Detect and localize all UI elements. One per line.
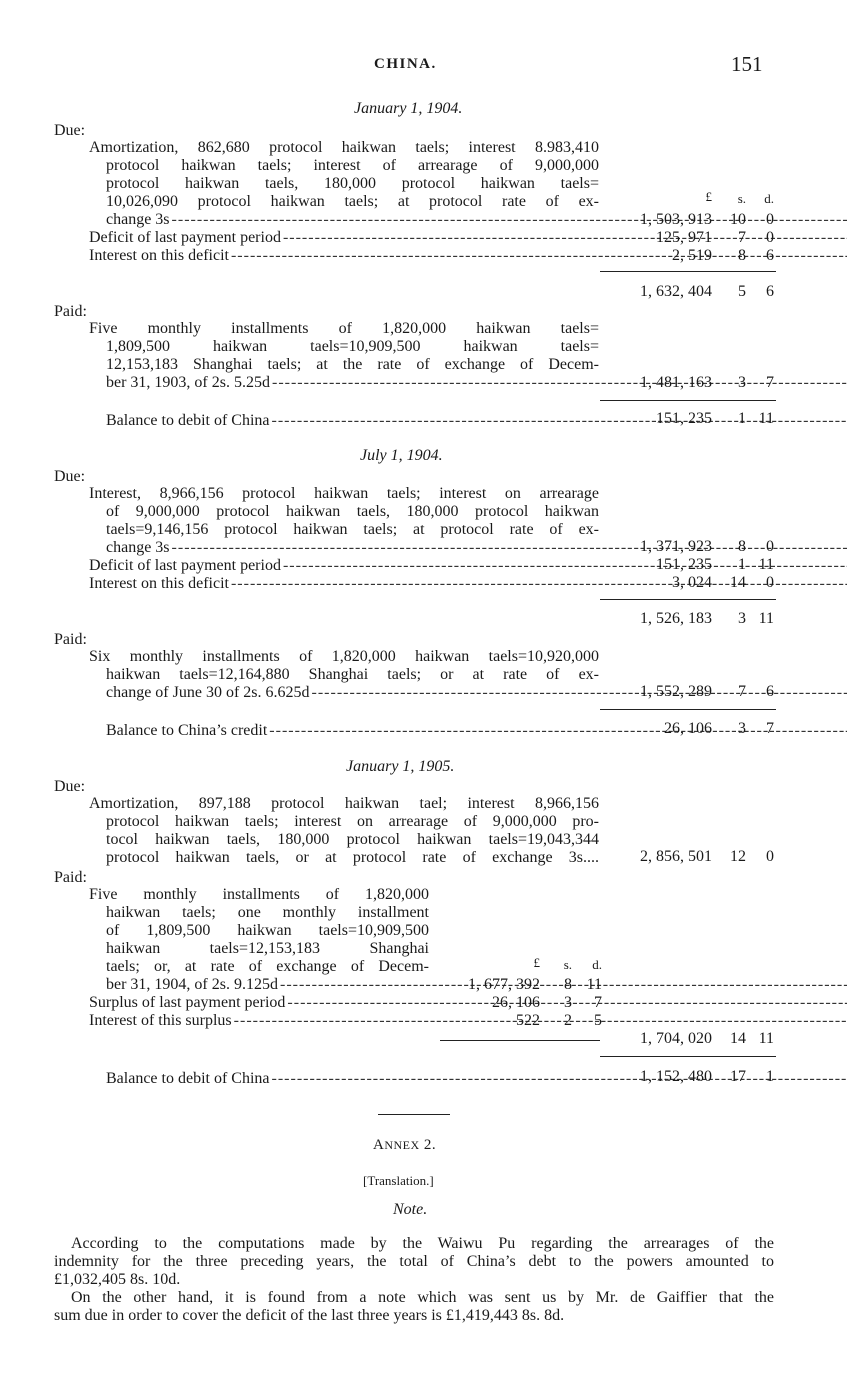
- amount-shillings: 8: [738, 538, 746, 555]
- due-label: Due:: [54, 778, 86, 795]
- amount-pence: 7: [766, 374, 774, 391]
- total-pounds: 1, 632, 404: [640, 283, 712, 300]
- section-date-jan-1904: January 1, 1904.: [354, 100, 463, 117]
- amount-pounds: 26, 106: [492, 994, 540, 1011]
- balance-pounds: 26, 106: [664, 720, 712, 737]
- column-head-shillings: s.: [563, 957, 572, 972]
- amount-pounds: 1, 677, 392: [468, 976, 540, 993]
- total-pence: 11: [758, 1030, 774, 1047]
- paid-description: Five monthly installments of 1,820,000 haikwan taels; one monthly installment of 1,809,500 haikwan taels=10,909,500 haikwan taels=12,153,183 Shanghai taels; or, at rate of exchange of Decem- ber 31, 1904, of 2s. 9.125d ----- Surplus of last payment period ----- Interest of this surplus -----: [89, 886, 429, 1030]
- sum-rule: [440, 1040, 600, 1041]
- amount-shillings: 1: [738, 556, 746, 573]
- total-pounds: 1, 704, 020: [640, 1030, 712, 1047]
- balance-pounds: 151, 235: [656, 410, 712, 427]
- column-head-shillings: s.: [737, 191, 746, 206]
- sum-rule: [600, 400, 776, 401]
- amount-pence: 0: [766, 229, 774, 246]
- total-pounds: 1, 526, 183: [640, 610, 712, 627]
- amount-pence: 0: [766, 211, 774, 228]
- annex-paragraph-1: According to the computations made by the Waiwu Pu regarding the arrearages of the indemnity for the three preceding years, the total of China’s debt to the powers amounted to £1,032,405 8s. 10d.: [54, 1235, 774, 1288]
- amount-pence: 0: [766, 574, 774, 591]
- due-label: Due:: [54, 122, 86, 139]
- amount-pounds: 1, 552, 289: [640, 683, 712, 700]
- amount-pounds: 2, 519: [672, 247, 712, 264]
- amount-pence: 5: [594, 1012, 602, 1029]
- balance-shillings: 17: [730, 1068, 746, 1085]
- amount-pounds: 3, 024: [672, 574, 712, 591]
- translation-note: [Translation.]: [363, 1173, 434, 1188]
- balance-shillings: 1: [738, 410, 746, 427]
- running-header-title: CHINA.: [374, 56, 437, 72]
- section-separator-rule: [378, 1114, 450, 1115]
- amount-pence: 7: [594, 994, 602, 1011]
- due-description: Amortization, 862,680 protocol haikwan taels; interest 8.983,410 protocol haikwan taels; interest of arrearage of 9,000,000 protocol haikwan taels, 180,000 protocol haikwan taels= 10,026,090 protocol haikwan taels; at protocol rate of ex- change 3s ----- Deficit of last payment period ----- Interest on this deficit -----: [89, 139, 599, 265]
- annex-paragraph-2: On the other hand, it is found from a note which was sent us by Mr. de Gaiffier that the sum due in order to cover the deficit of the last three years is £1,419,443 8s. 8d.: [54, 1289, 774, 1324]
- column-head-pounds: £: [705, 189, 712, 204]
- amount-shillings: 3: [564, 994, 572, 1011]
- amount-pounds: 2, 856, 501: [640, 848, 712, 865]
- total-pence: 11: [758, 610, 774, 627]
- sum-rule: [600, 599, 776, 600]
- balance-shillings: 3: [738, 720, 746, 737]
- paid-description: Five monthly installments of 1,820,000 haikwan taels= 1,809,500 haikwan taels=10,909,500 haikwan taels= 12,153,183 Shanghai taels; at the rate of exchange of Decem- ber 31, 1903, of 2s. 5.25d -----: [89, 320, 599, 392]
- amount-pounds: 522: [516, 1012, 540, 1029]
- amount-shillings: 10: [730, 211, 746, 228]
- due-label: Due:: [54, 468, 86, 485]
- column-head-pence: d.: [592, 957, 602, 972]
- amount-pounds: 1, 481, 163: [640, 374, 712, 391]
- paid-description: Six monthly installments of 1,820,000 haikwan taels=10,920,000 haikwan taels=12,164,880 Shanghai taels; or at rate of ex- change of June 30 of 2s. 6.625d -----: [89, 648, 599, 702]
- annex-title: ANNEX 2.: [373, 1137, 437, 1153]
- paid-label: Paid:: [54, 869, 87, 886]
- amount-pounds: 1, 503, 913: [640, 211, 712, 228]
- amount-pounds: 125, 971: [656, 229, 712, 246]
- column-head-pence: d.: [764, 191, 774, 206]
- paid-label: Paid:: [54, 303, 87, 320]
- amount-pence: 6: [766, 247, 774, 264]
- column-head-pounds: £: [533, 955, 540, 970]
- paid-label: Paid:: [54, 631, 87, 648]
- section-date-jul-1904: July 1, 1904.: [360, 447, 443, 464]
- balance-line: Balance to debit of China -----: [106, 412, 599, 430]
- amount-pence: 0: [766, 538, 774, 555]
- amount-shillings: 12: [730, 848, 746, 865]
- sum-rule: [600, 709, 776, 710]
- amount-shillings: 8: [738, 247, 746, 264]
- amount-shillings: 7: [738, 229, 746, 246]
- due-description: Interest, 8,966,156 protocol haikwan taels; interest on arrearage of 9,000,000 protocol haikwan taels, 180,000 protocol haikwan taels=9,146,156 protocol haikwan taels; at protocol rate of ex- change 3s ----- Deficit of last payment period ----- Interest on this deficit -----: [89, 485, 599, 593]
- amount-shillings: 7: [738, 683, 746, 700]
- section-date-jan-1905: January 1, 1905.: [346, 758, 455, 775]
- balance-line: Balance to China’s credit -----: [106, 722, 599, 740]
- amount-pounds: 1, 371, 923: [640, 538, 712, 555]
- amount-pence: 6: [766, 683, 774, 700]
- balance-line: Balance to debit of China -----: [106, 1070, 599, 1088]
- total-pence: 6: [766, 283, 774, 300]
- page-number: 151: [731, 52, 763, 76]
- amount-shillings: 14: [730, 574, 746, 591]
- amount-pence: 11: [586, 976, 602, 993]
- amount-pence: 0: [766, 848, 774, 865]
- total-shillings: 5: [738, 283, 746, 300]
- amount-shillings: 8: [564, 976, 572, 993]
- amount-shillings: 2: [564, 1012, 572, 1029]
- note-heading: Note.: [393, 1201, 428, 1218]
- total-shillings: 3: [738, 610, 746, 627]
- total-shillings: 14: [730, 1030, 746, 1047]
- sum-rule: [600, 1056, 776, 1057]
- balance-pounds: 1, 152, 480: [640, 1068, 712, 1085]
- balance-pence: 7: [766, 720, 774, 737]
- amount-pounds: 151, 235: [656, 556, 712, 573]
- balance-pence: 11: [758, 410, 774, 427]
- amount-pence: 11: [758, 556, 774, 573]
- sum-rule: [600, 271, 776, 272]
- due-description: Amortization, 897,188 protocol haikwan tael; interest 8,966,156 protocol haikwan taels; interest on arrearage of 9,000,000 pro- tocol haikwan taels, 180,000 protocol haikwan taels=19,043,344 protocol haikwan taels, or at protocol rate of exchange 3s....: [89, 795, 599, 866]
- balance-pence: 1: [766, 1068, 774, 1085]
- amount-shillings: 3: [738, 374, 746, 391]
